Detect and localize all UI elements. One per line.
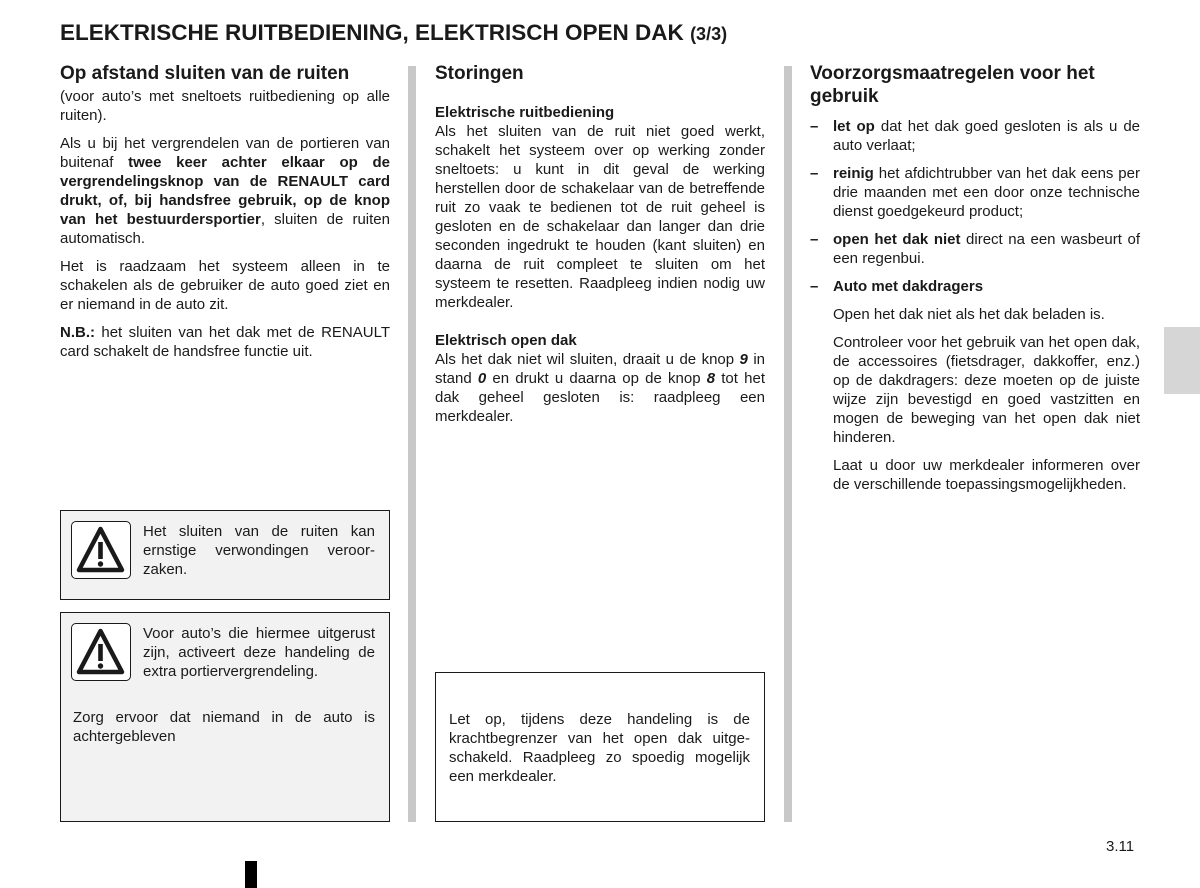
position-number: 0	[477, 370, 487, 387]
page-number: 3.11	[1106, 838, 1135, 855]
left-paragraph-1: Als u bij het vergrendelen van de portieren van buitenaf twee keer achter elkaar op de vergrendelingsknop van de RENAULT card drukt, of, bij handsfree gebruik, op de knop van het bestuurdersportier, sluiten de ruiten automatisch.	[60, 135, 390, 247]
page-marker-bar	[245, 861, 257, 888]
warning-text-1: Het sluiten van de ruiten kan ernstige verwondingen veroorzaken.	[143, 523, 375, 578]
precaution-list	[810, 117, 1140, 296]
warning-text-2-extra: Zorg ervoor dat niemand in de auto is achtergebleven	[73, 709, 375, 745]
warning-box-1	[60, 510, 390, 600]
roof-rack-paragraph-1: Open het dak niet als het dak beladen is.	[833, 306, 1105, 323]
list-item: – let op dat het dak goed gesloten is als u de auto verlaat;	[810, 118, 1141, 154]
warning-triangle-icon	[71, 521, 131, 579]
column-divider-right	[784, 66, 792, 822]
notice-box	[435, 672, 765, 822]
window-fault-text: Als het sluiten van de ruit niet goed werkt, schakelt het systeem over op werking zonder sneltoets: u kunt in dit geval de werking herstellen door de schakelaar van de betreffende ruit zo vaak te bedienen tot de ruit geheel is gesloten en de schakelaar dan langer dan drie seconden ingedrukt te houden (kant sluiten) en daarna de ruit compleet te sluiten om het systeem te resetten. Raadpleeg indien nodig uw merkdealer.	[435, 123, 765, 311]
notice-text: Let op, tijdens deze handeling is de krachtbegrenzer van het open dak uitgeschakeld. Raadpleeg zo spoedig mogelijk een merkdealer.	[449, 711, 750, 785]
subheading-sunroof: Elektrisch open dak	[435, 332, 577, 349]
list-item: – open het dak niet direct na een wasbeurt of een regenbui.	[810, 231, 1140, 267]
chapter-tab	[1164, 327, 1200, 394]
left-intro: (voor auto’s met sneltoets ruitbediening op alle ruiten).	[60, 88, 390, 124]
list-item: – reinig het afdichtrubber van het dak eens per drie maanden met een door onze technische dienst goedgekeurd product;	[810, 165, 1140, 220]
left-column	[60, 62, 390, 370]
warning-box-2	[60, 612, 390, 822]
list-item: – Auto met dakdragers	[810, 278, 984, 295]
roof-rack-paragraph-3: Laat u door uw merkdealer informeren over de verschillende toepassingsmogelijkheden.	[833, 457, 1140, 493]
column-divider-left	[408, 66, 416, 822]
page-title-suffix: (3/3)	[690, 24, 728, 44]
left-note: N.B.: het sluiten van het dak met de RENAULT card schakelt de handsfree functie uit.	[60, 324, 390, 360]
left-paragraph-2: Het is raadzaam het systeem alleen in te schakelen als de gebruiker de auto goed ziet en er niemand in de auto zit.	[60, 258, 390, 313]
middle-heading: Storingen	[435, 63, 524, 84]
middle-column	[435, 62, 765, 435]
roof-rack-paragraph-2: Controleer voor het gebruik van het open dak, de accessoires (fietsdrager, dakkoffer, enz.) op de dakdragers: deze moeten op de juiste wijze zijn bevestigd en goed vastzitten en mogen de beweging van het open dak niet hinderen.	[833, 334, 1140, 446]
warning-triangle-icon	[71, 623, 131, 681]
right-column	[810, 62, 1140, 503]
sunroof-fault-text: Als het dak niet wil sluiten, draait u de knop 9 in stand 0 en drukt u daarna op de knop 8 tot het dak geheel gesloten is: raadpleeg een merkdealer.	[435, 351, 766, 425]
right-heading: Voorzorgsmaatregelen voor het gebruik	[810, 63, 1095, 107]
subheading-window: Elektrische ruitbediening	[435, 104, 615, 121]
page-title: ELEKTRISCHE RUITBEDIENING, ELEKTRISCH OPEN DAK (3/3)	[60, 20, 728, 45]
knob-number: 8	[706, 370, 716, 387]
left-heading: Op afstand sluiten van de ruiten	[60, 63, 350, 84]
warning-text-2: Voor auto’s die hiermee uitgerust zijn, activeert deze handeling de extra portiervergrendeling.	[143, 625, 375, 680]
knob-number: 9	[739, 351, 748, 368]
